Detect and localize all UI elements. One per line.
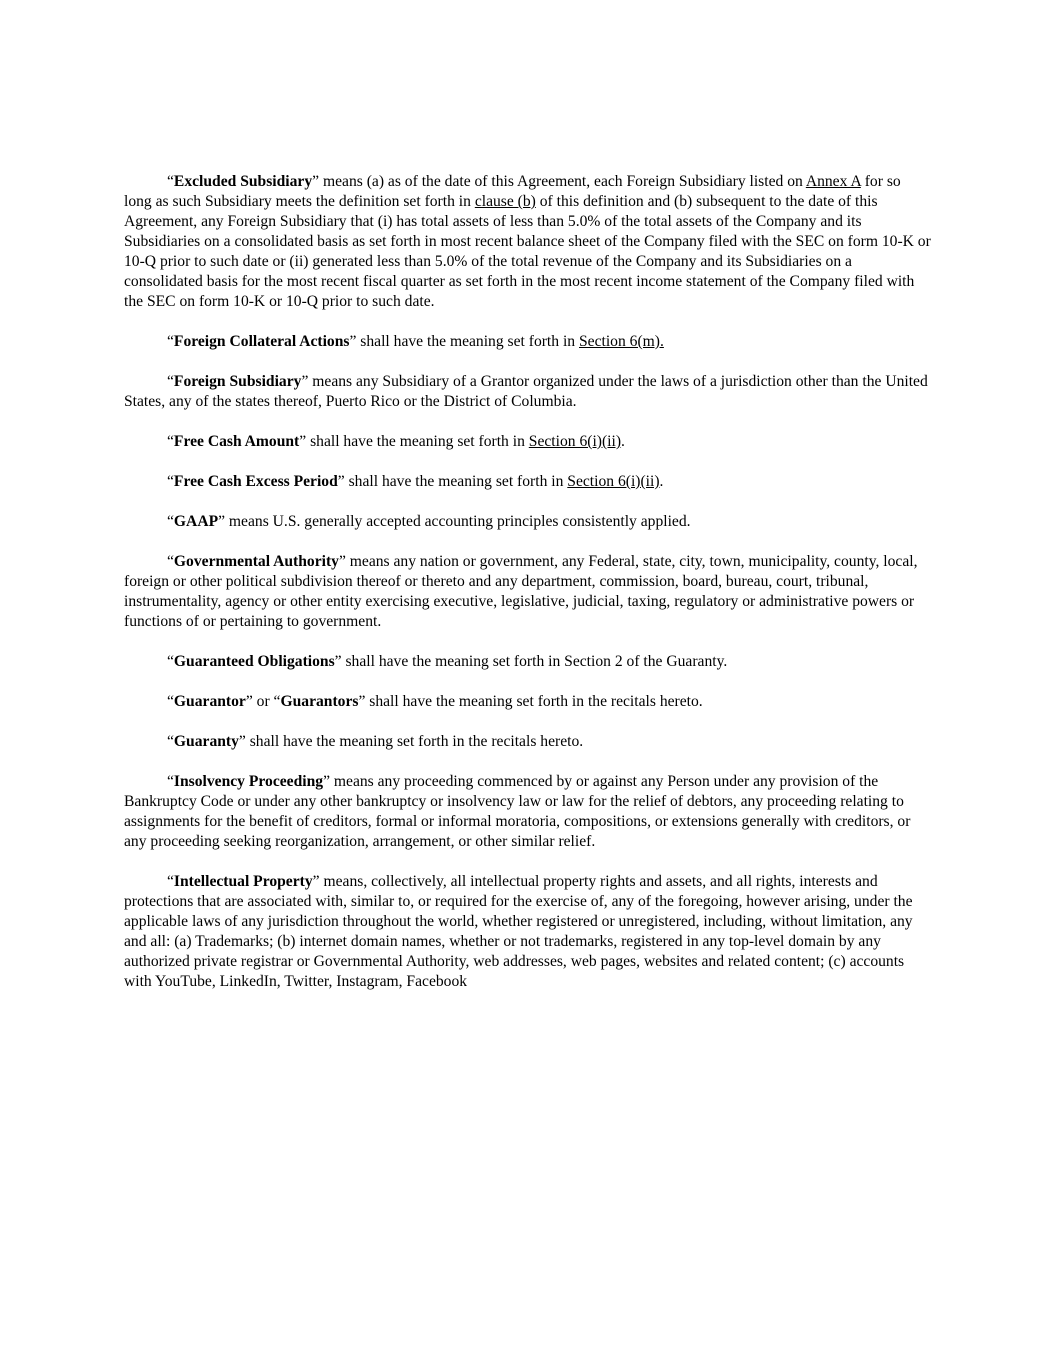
- cross-reference-link[interactable]: Annex A: [805, 173, 861, 190]
- definition-excluded-subsidiary: “Excluded Subsidiary” means (a) as of the date of this Agreement, each Foreign Subsidiary listed on Annex A for so long as such Subsidiary meets the definition set forth in clause (b) of this definition and (b) subsequent to the date of this Agreement, any Foreign Subsidiary that (i) has total assets of less than 5.0% of the total assets of the Company and its Subsidiaries on a consolidated basis as set forth in most recent balance sheet of the Company filed with the SEC on form 10-K or 10-Q prior to such date or (ii) generated less than 5.0% of the total revenue of the Company and its Subsidiaries on a consolidated basis for the most recent fiscal quarter as set forth in the most recent income statement of the Company filed with the SEC on form 10-K or 10-Q prior to such date.: [124, 173, 931, 310]
- defined-term: Guaranteed Obligations: [173, 653, 335, 670]
- defined-term: Free Cash Excess Period: [173, 473, 338, 490]
- definition-guaranteed-obligations: “Guaranteed Obligations” shall have the meaning set forth in Section 2 of the Guaranty.: [167, 653, 728, 670]
- definition-foreign-subsidiary: “Foreign Subsidiary” means any Subsidiary of a Grantor organized under the laws of a jurisdiction other than the United States, any of the states thereof, Puerto Rico or the District of Columbia.: [124, 373, 928, 410]
- definition-insolvency-proceeding: “Insolvency Proceeding” means any proceeding commenced by or against any Person under any provision of the Bankruptcy Code or under any other bankruptcy or insolvency law or law for the relief of debtors, any proceeding relating to assignments for the benefit of creditors, formal or informal moratoria, compositions, or extensions generally with creditors, or any proceeding seeking reorganization, arrangement, or other similar relief.: [124, 773, 911, 850]
- defined-term: GAAP: [173, 513, 219, 530]
- document-page: [124, 172, 932, 1012]
- definition-guarantor: “Guarantor” or “Guarantors” shall have the meaning set forth in the recitals hereto.: [167, 693, 703, 710]
- definition-intellectual-property: “Intellectual Property” means, collectively, all intellectual property rights and assets, and all rights, interests and protections that are associated with, similar to, or required for the exercise of, any of the foregoing, however arising, under the applicable laws of any jurisdiction throughout the world, whether registered or unregistered, including, without limitation, any and all: (a) Trademarks; (b) internet domain names, whether or not trademarks, registered in any top-level domain by any authorized private registrar or Governmental Authority, web addresses, web pages, websites and related content; (c) accounts with YouTube, LinkedIn, Twitter, Instagram, Facebook: [124, 873, 913, 990]
- defined-term: Insolvency Proceeding: [173, 773, 324, 790]
- definition-guaranty: “Guaranty” shall have the meaning set forth in the recitals hereto.: [167, 733, 584, 750]
- cross-reference-link[interactable]: Section 6(i)(ii): [528, 433, 622, 450]
- defined-term: Excluded Subsidiary: [173, 173, 313, 190]
- definition-free-cash-excess-period: “Free Cash Excess Period” shall have the meaning set forth in Section 6(i)(ii).: [167, 473, 664, 490]
- defined-term: Governmental Authority: [173, 553, 339, 570]
- defined-term: Foreign Collateral Actions: [173, 333, 350, 350]
- defined-term: Foreign Subsidiary: [173, 373, 302, 390]
- cross-reference-link[interactable]: Section 6(i)(ii): [567, 473, 660, 490]
- cross-reference-link[interactable]: Section 6(m).: [579, 333, 664, 350]
- definition-governmental-authority: “Governmental Authority” means any nation or government, any Federal, state, city, town, municipality, county, local, foreign or other political subdivision thereof or thereto and any department, commission, board, bureau, court, tribunal, instrumentality, agency or other entity exercising executive, legislative, judicial, taxing, regulatory or administrative powers or functions of or pertaining to government.: [124, 553, 918, 630]
- defined-term: Guaranty: [173, 733, 239, 750]
- defined-term: Guarantor: [173, 693, 246, 710]
- definition-foreign-collateral-actions: “Foreign Collateral Actions” shall have the meaning set forth in Section 6(m).: [167, 333, 664, 350]
- definition-free-cash-amount: “Free Cash Amount” shall have the meaning set forth in Section 6(i)(ii).: [167, 433, 625, 450]
- defined-term: Intellectual Property: [173, 873, 313, 890]
- cross-reference-link[interactable]: clause (b): [474, 193, 536, 210]
- definition-gaap: “GAAP” means U.S. generally accepted accounting principles consistently applied.: [167, 513, 691, 530]
- defined-term: Guarantors: [280, 693, 359, 710]
- defined-term: Free Cash Amount: [173, 433, 300, 450]
